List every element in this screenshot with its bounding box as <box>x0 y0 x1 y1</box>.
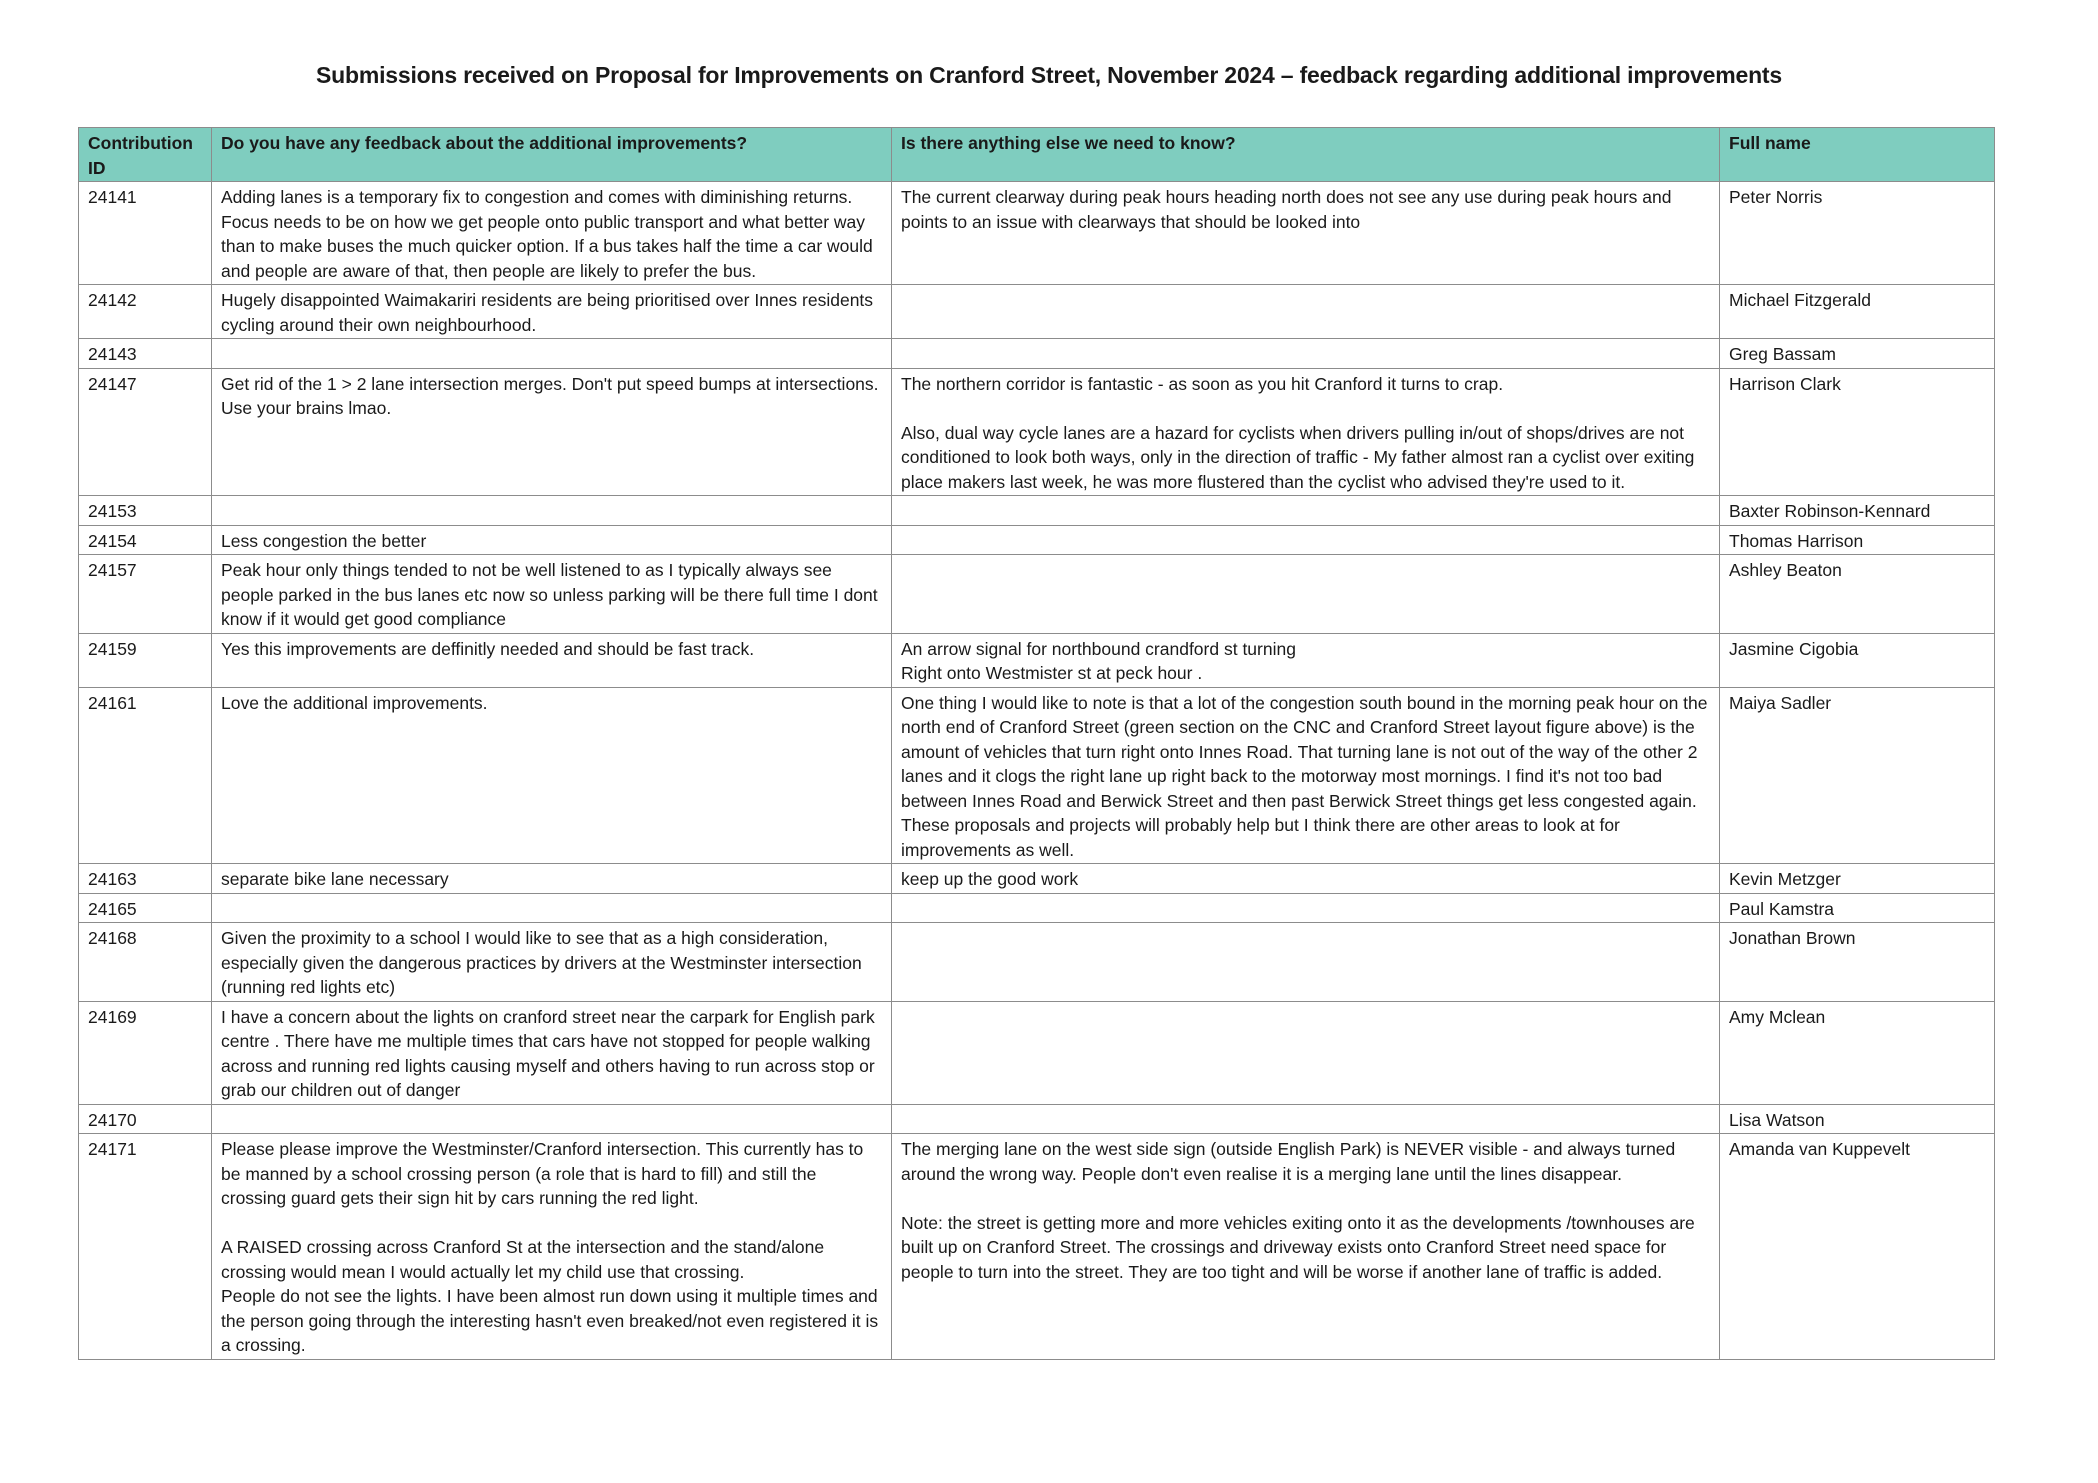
cell-feedback: Please please improve the Westminster/Cranford intersection. This currently has to be manned by a school crossing person (a role that is hard to fill) and still the crossing guard gets their sign hit by cars running the red light. A RAISED crossing across Cranford St at the intersection and the stand/alone crossing would mean I would actually let my child use that crossing. People do not see the lights. I have been almost run down using it multiple times and the person going through the interesting hasn't even breaked/not even registered it is a crossing. <box>212 1134 892 1360</box>
cell-full-name: Peter Norris <box>1720 182 1995 285</box>
cell-feedback: Peak hour only things tended to not be well listened to as I typically always see people parked in the bus lanes etc now so unless parking will be there full time I dont know if it would get good compliance <box>212 555 892 634</box>
cell-contribution-id: 24142 <box>79 285 212 339</box>
cell-full-name: Baxter Robinson-Kennard <box>1720 496 1995 526</box>
table-row <box>79 633 1995 687</box>
cell-anything-else: keep up the good work <box>892 864 1720 894</box>
header-contribution-id: Contribution ID <box>79 128 212 182</box>
cell-full-name: Amanda van Kuppevelt <box>1720 1134 1995 1360</box>
cell-full-name: Harrison Clark <box>1720 368 1995 496</box>
cell-contribution-id: 24153 <box>79 496 212 526</box>
cell-contribution-id: 24168 <box>79 923 212 1002</box>
cell-feedback <box>212 496 892 526</box>
cell-full-name: Jonathan Brown <box>1720 923 1995 1002</box>
cell-anything-else <box>892 923 1720 1002</box>
cell-feedback: Get rid of the 1 > 2 lane intersection merges. Don't put speed bumps at intersections. Use your brains lmao. <box>212 368 892 496</box>
cell-contribution-id: 24147 <box>79 368 212 496</box>
cell-contribution-id: 24170 <box>79 1104 212 1134</box>
cell-contribution-id: 24143 <box>79 339 212 369</box>
table-row <box>79 1104 1995 1134</box>
table-row <box>79 893 1995 923</box>
table-header-row <box>79 128 1995 182</box>
cell-anything-else: The merging lane on the west side sign (outside English Park) is NEVER visible - and always turned around the wrong way. People don't even realise it is a merging lane until the lines disappear. Note: the street is getting more and more vehicles exiting onto it as the developments /townhouses are built up on Cranford Street. The crossings and driveway exists onto Cranford Street need space for people to turn into the street. They are too tight and will be worse if another lane of traffic is added. <box>892 1134 1720 1360</box>
cell-full-name: Kevin Metzger <box>1720 864 1995 894</box>
table-row <box>79 1001 1995 1104</box>
cell-full-name: Lisa Watson <box>1720 1104 1995 1134</box>
cell-feedback <box>212 1104 892 1134</box>
cell-feedback <box>212 339 892 369</box>
cell-anything-else <box>892 285 1720 339</box>
cell-contribution-id: 24163 <box>79 864 212 894</box>
table-row <box>79 496 1995 526</box>
cell-anything-else <box>892 525 1720 555</box>
cell-full-name: Amy Mclean <box>1720 1001 1995 1104</box>
table-row <box>79 555 1995 634</box>
cell-anything-else: One thing I would like to note is that a lot of the congestion south bound in the morning peak hour on the north end of Cranford Street (green section on the CNC and Cranford Street layout figure above) is the amount of vehicles that turn right onto Innes Road. That turning lane is not out of the way of the other 2 lanes and it clogs the right lane up right back to the motorway most mornings. I find it's not too bad between Innes Road and Berwick Street and then past Berwick Street things get less congested again. These proposals and projects will probably help but I think there are other areas to look at for improvements as well. <box>892 687 1720 864</box>
cell-anything-else <box>892 1001 1720 1104</box>
cell-anything-else: The northern corridor is fantastic - as soon as you hit Cranford it turns to crap. Also, dual way cycle lanes are a hazard for cyclists when drivers pulling in/out of shops/drives are not conditioned to look both ways, only in the direction of traffic - My father almost ran a cyclist over exiting place makers last week, he was more flustered than the cyclist who advised they're used to it. <box>892 368 1720 496</box>
cell-feedback: Hugely disappointed Waimakariri residents are being prioritised over Innes residents cycling around their own neighbourhood. <box>212 285 892 339</box>
page-title: Submissions received on Proposal for Improvements on Cranford Street, November 2024 – feedback regarding additional improvements <box>316 62 1782 88</box>
table-row <box>79 687 1995 864</box>
cell-anything-else: The current clearway during peak hours heading north does not see any use during peak hours and points to an issue with clearways that should be looked into <box>892 182 1720 285</box>
cell-full-name: Michael Fitzgerald <box>1720 285 1995 339</box>
cell-full-name: Paul Kamstra <box>1720 893 1995 923</box>
submissions-table <box>78 127 1995 1360</box>
table-row <box>79 339 1995 369</box>
header-anything-else: Is there anything else we need to know? <box>892 128 1720 182</box>
table-row <box>79 864 1995 894</box>
cell-anything-else: An arrow signal for northbound crandford st turning Right onto Westmister st at peck hour . <box>892 633 1720 687</box>
table-row <box>79 182 1995 285</box>
cell-full-name: Maiya Sadler <box>1720 687 1995 864</box>
cell-anything-else <box>892 893 1720 923</box>
cell-feedback <box>212 893 892 923</box>
cell-contribution-id: 24154 <box>79 525 212 555</box>
cell-feedback: separate bike lane necessary <box>212 864 892 894</box>
cell-anything-else <box>892 496 1720 526</box>
table-row <box>79 923 1995 1002</box>
cell-feedback: Love the additional improvements. <box>212 687 892 864</box>
table-row <box>79 1134 1995 1360</box>
header-feedback: Do you have any feedback about the additional improvements? <box>212 128 892 182</box>
table-row <box>79 285 1995 339</box>
table-body <box>79 182 1995 1360</box>
cell-feedback: I have a concern about the lights on cranford street near the carpark for English park centre . There have me multiple times that cars have not stopped for people walking across and running red lights causing myself and others having to run across stop or grab our children out of danger <box>212 1001 892 1104</box>
cell-feedback: Given the proximity to a school I would like to see that as a high consideration, especially given the dangerous practices by drivers at the Westminster intersection (running red lights etc) <box>212 923 892 1002</box>
cell-feedback: Less congestion the better <box>212 525 892 555</box>
cell-contribution-id: 24171 <box>79 1134 212 1360</box>
cell-contribution-id: 24141 <box>79 182 212 285</box>
cell-feedback: Yes this improvements are deffinitly needed and should be fast track. <box>212 633 892 687</box>
cell-contribution-id: 24157 <box>79 555 212 634</box>
cell-anything-else <box>892 555 1720 634</box>
cell-full-name: Thomas Harrison <box>1720 525 1995 555</box>
cell-anything-else <box>892 339 1720 369</box>
cell-contribution-id: 24169 <box>79 1001 212 1104</box>
cell-contribution-id: 24165 <box>79 893 212 923</box>
cell-full-name: Jasmine Cigobia <box>1720 633 1995 687</box>
table-row <box>79 525 1995 555</box>
cell-contribution-id: 24161 <box>79 687 212 864</box>
cell-anything-else <box>892 1104 1720 1134</box>
header-full-name: Full name <box>1720 128 1995 182</box>
cell-feedback: Adding lanes is a temporary fix to congestion and comes with diminishing returns. Focus needs to be on how we get people onto public transport and what better way than to make buses the much quicker option. If a bus takes half the time a car would and people are aware of that, then people are likely to prefer the bus. <box>212 182 892 285</box>
cell-full-name: Ashley Beaton <box>1720 555 1995 634</box>
cell-contribution-id: 24159 <box>79 633 212 687</box>
table-row <box>79 368 1995 496</box>
cell-full-name: Greg Bassam <box>1720 339 1995 369</box>
